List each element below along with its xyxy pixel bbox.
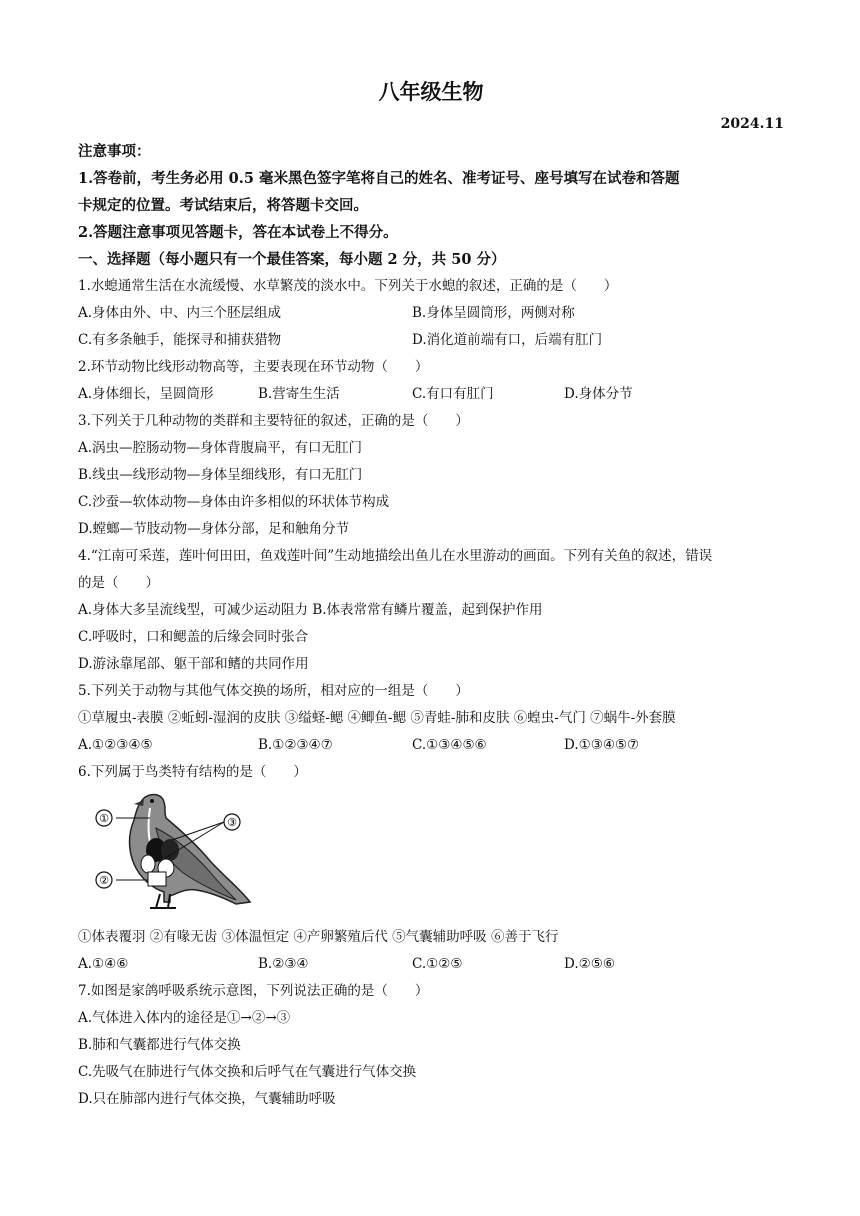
notice-heading: 注意事项： (78, 143, 151, 160)
q6-stem: 6.下列属于鸟类特有结构的是（ ） (78, 764, 307, 780)
q2-option-a: A.身体细长，呈圆筒形 (78, 386, 214, 402)
q5-option-b: B.①②③④⑦ (258, 737, 333, 753)
notice-item-1-line-1: 1.答卷前，考生务必用 0.5 毫米黑色签字笔将自己的姓名、准考证号、座号填写在试卷和答题 (78, 170, 680, 187)
q7-option-b: B.肺和气囊都进行气体交换 (78, 1037, 241, 1053)
q6-option-a: A.①④⑥ (78, 956, 129, 972)
q3-option-a: A.涡虫—腔肠动物—身体背腹扁平，有口无肛门 (78, 440, 363, 456)
q5-stem: 5.下列关于动物与其他气体交换的场所，相对应的一组是（ ） (78, 683, 469, 699)
q3-option-d: D.螳螂—节肢动物—身体分部，足和触角分节 (78, 521, 350, 537)
notice-item-2: 2.答题注意事项见答题卡，答在本试卷上不得分。 (78, 224, 398, 241)
label-1: ① (99, 812, 109, 825)
q1-stem: 1.水螅通常生活在水流缓慢、水草繁茂的淡水中。下列关于水螅的叙述，正确的是（ ） (78, 278, 618, 294)
q6-option-d: D.②⑤⑥ (564, 956, 615, 972)
q2-option-c: C.有口有肛门 (412, 386, 494, 402)
q4-option-d: D.游泳靠尾部、躯干部和鳍的共同作用 (78, 656, 309, 672)
notice-item-1-line-2: 卡规定的位置。考试结束后，将答题卡交回。 (78, 197, 368, 214)
q5-items: ①草履虫-表膜 ②蚯蚓-湿润的皮肤 ③缢蛏-鳃 ④鲫鱼-鳃 ⑤青蛙-肺和皮肤 ⑥蝗虫-气门 ⑦蜗牛-外套膜 (78, 710, 676, 726)
q4-option-c: C.呼吸时，口和鳃盖的后缘会同时张合 (78, 629, 309, 645)
q7-option-a: A.气体进入体内的途径是①→②→③ (78, 1010, 291, 1026)
q4-stem-line-2: 的是（ ） (78, 575, 159, 591)
q1-option-d: D.消化道前端有口，后端有肛门 (412, 332, 603, 348)
q1-option-c: C.有多条触手，能探寻和捕获猎物 (78, 332, 282, 348)
q2-option-b: B.营寄生生活 (258, 386, 340, 402)
q5-option-a: A.①②③④⑤ (78, 737, 153, 753)
label-3: ③ (227, 816, 237, 829)
q5-option-c: C.①③④⑤⑥ (412, 737, 487, 753)
q6-items: ①体表覆羽 ②有喙无齿 ③体温恒定 ④产卵繁殖后代 ⑤气囊辅助呼吸 ⑥善于飞行 (78, 929, 559, 945)
q7-option-d: D.只在肺部内进行气体交换，气囊辅助呼吸 (78, 1091, 336, 1107)
q7-stem: 7.如图是家鸽呼吸系统示意图，下列说法正确的是（ ） (78, 983, 429, 999)
q6-option-b: B.②③④ (258, 956, 309, 972)
section-heading: 一、选择题（每小题只有一个最佳答案，每小题 2 分，共 50 分） (78, 251, 506, 268)
page-title: 八年级生物 (378, 79, 484, 104)
q6-option-c: C.①②⑤ (412, 956, 463, 972)
label-2: ② (99, 874, 109, 887)
q2-option-d: D.身体分节 (564, 386, 633, 402)
q5-option-d: D.①③④⑤⑦ (564, 737, 640, 753)
q7-option-c: C.先吸气在肺进行气体交换和后呼气在气囊进行气体交换 (78, 1064, 417, 1080)
q1-option-b: B.身体呈圆筒形，两侧对称 (412, 305, 575, 321)
exam-date: 2024.11 (720, 116, 784, 132)
pigeon-respiratory-diagram (86, 788, 256, 912)
q2-stem: 2.环节动物比线形动物高等，主要表现在环节动物（ ） (78, 359, 429, 375)
q4-stem-line-1: 4.“江南可采莲，莲叶何田田，鱼戏莲叶间”生动地描绘出鱼儿在水里游动的画面。下列有关鱼的叙述，错误 (78, 548, 713, 564)
q4-options-ab: A.身体大多呈流线型，可减少运动阻力 B.体表常常有鳞片覆盖，起到保护作用 (78, 602, 543, 618)
q3-option-b: B.线虫—线形动物—身体呈细线形，有口无肛门 (78, 467, 363, 483)
q1-option-a: A.身体由外、中、内三个胚层组成 (78, 305, 282, 321)
q3-option-c: C.沙蚕—软体动物—身体由许多相似的环状体节构成 (78, 494, 390, 510)
q3-stem: 3.下列关于几种动物的类群和主要特征的叙述，正确的是（ ） (78, 413, 469, 429)
